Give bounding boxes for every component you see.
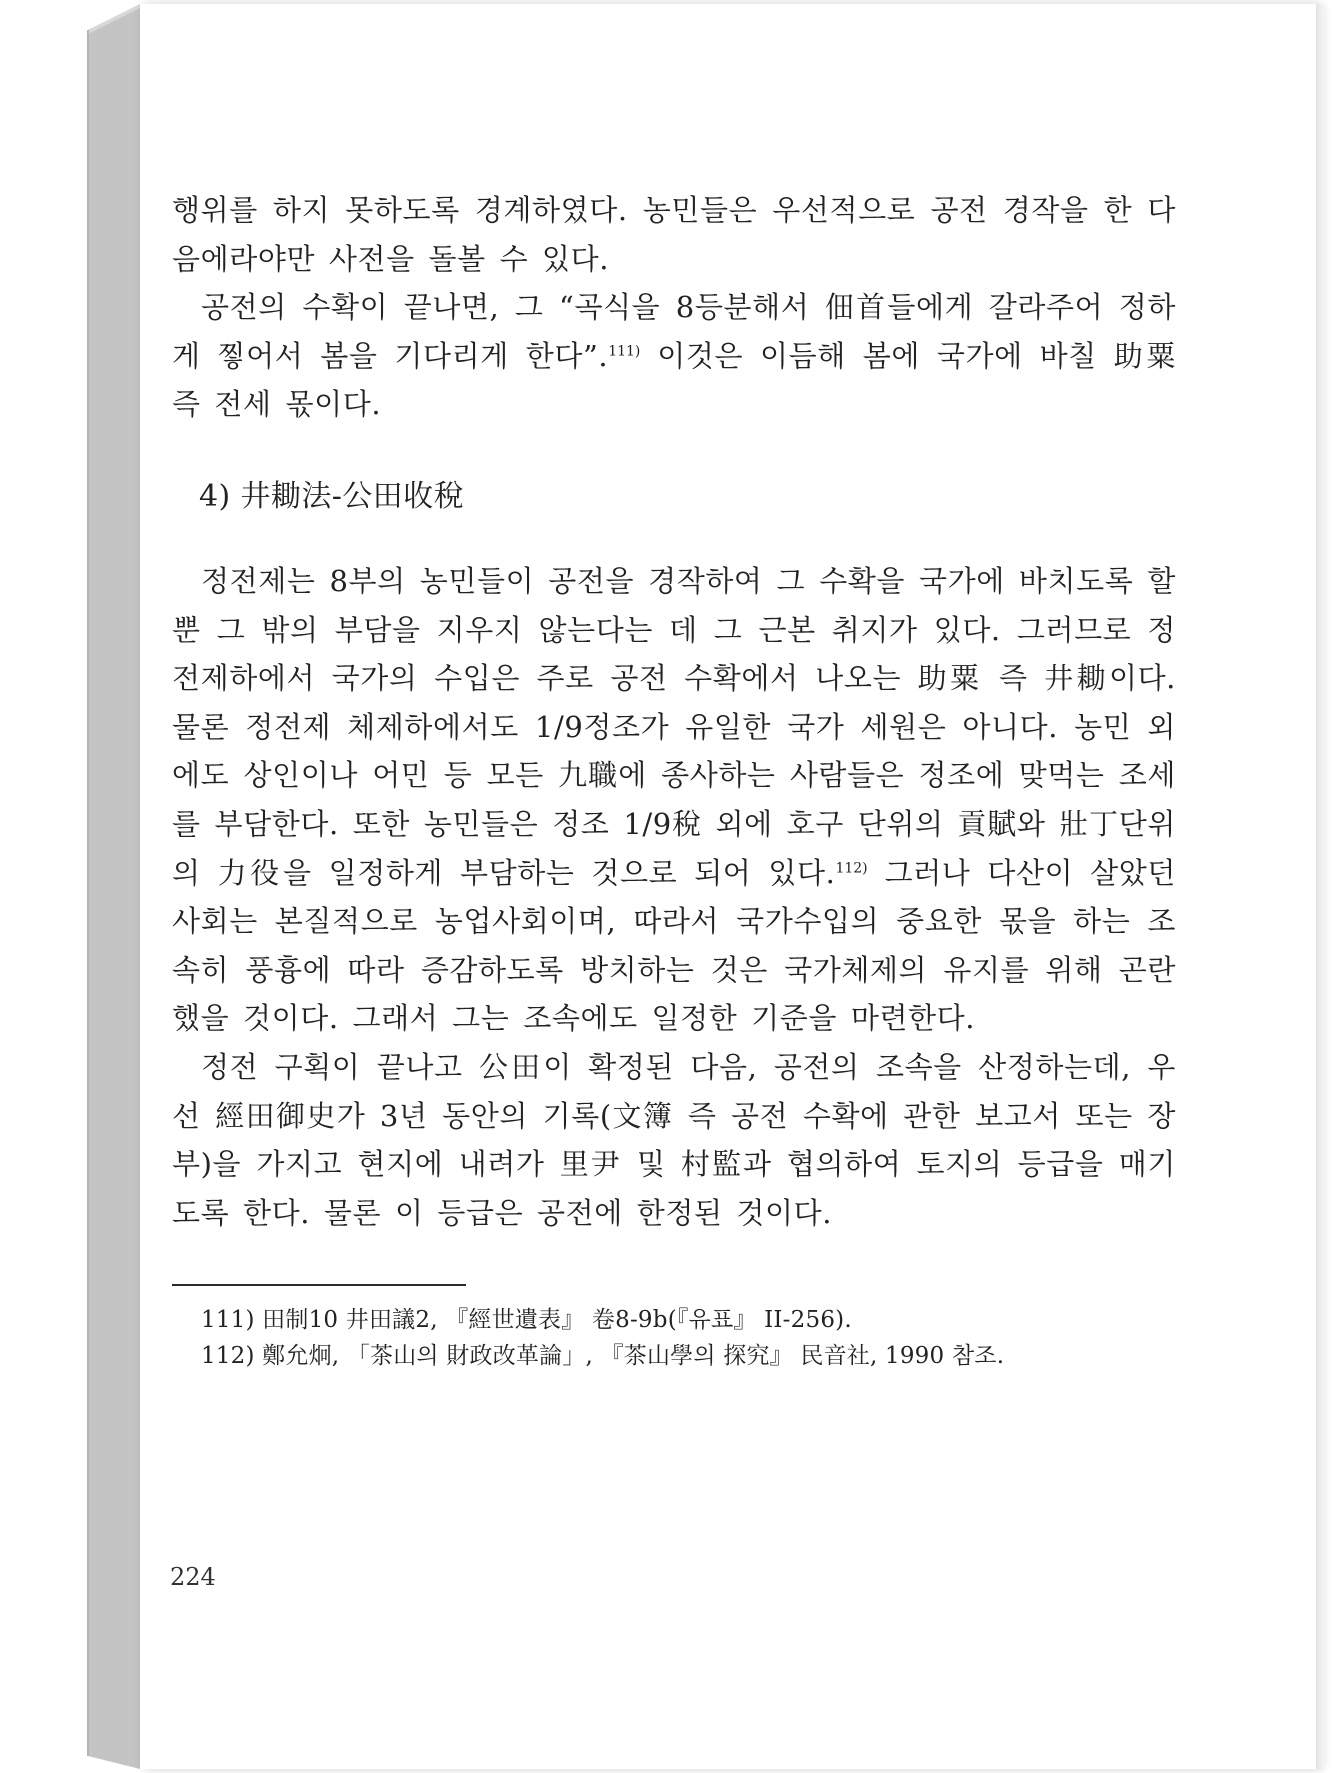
body-paragraph: 정전 구획이 끝나고 公田이 확정된 다음, 공전의 조속을 산정하는데, 우선 經田御史가 3년 동안의 기록(文簿 즉 공전 수확에 관한 보고서 또는 장부)을 가지고 현지에 내려가 里尹 및 村監과 협의하여 토지의 등급을 매기도록 한다. 물론 이 등급은 공전에 한정된 것이다. xyxy=(172,1049,1176,1230)
footnote: 112) 鄭允炯, 「茶山의 財政改革論」, 『茶山學의 探究』 民音社, 1990 참조. xyxy=(201,1343,1005,1370)
footnote-reference: 112) xyxy=(835,859,868,876)
page-edge xyxy=(1316,4,1324,1769)
body-paragraph: 행위를 하지 못하도록 경계하였다. 농민들은 우선적으로 공전 경작을 한 다음에라야만 사전을 돌볼 수 있다. xyxy=(172,193,1176,276)
page-number: 224 xyxy=(170,1563,216,1591)
section-heading: 4) 井耡法-公田收稅 xyxy=(199,478,464,514)
footnote-reference: 111) xyxy=(608,343,641,360)
footnote: 111) 田制10 井田議2, 『經世遺表』 卷8-9b(『유표』 II-256). xyxy=(201,1307,852,1334)
footnote-divider xyxy=(172,1284,466,1286)
body-paragraph: 공전의 수확이 끝나면, 그 “곡식을 8등분해서 佃首들에게 갈라주어 정하게 찧어서 봄을 기다리게 한다”.$^{111)}$ 이것은 이듬해 봄에 국가에 바칠 助粟 즉 전세 몫이다. xyxy=(172,290,1176,422)
page-content xyxy=(172,186,1176,1374)
body-paragraph: 정전제는 8부의 농민들이 공전을 경작하여 그 수확을 국가에 바치도록 할 뿐 그 밖의 부담을 지우지 않는다는 데 그 근본 취지가 있다. 그러므로 정전제하에서 국가의 수입은 주로 공전 수확에서 나오는 助粟 즉 井耡이다. 물론 정전제 체제하에서도 1/9정조가 유일한 국가 세원은 아니다. 농민 외에도 상인이나 어민 등 모든 九職에 종사하는 사람들은 정조에 맞먹는 조세를 부담한다. 또한 농민들은 정조 1/9稅 외에 호구 단위의 貢賦와 壯丁단위의 力役을 일정하게 부담하는 것으로 되어 있다.$^{112)}$ 그러나 다산이 살았던 사회는 본질적으로 농업사회이며, 따라서 국가수입의 중요한 몫을 하는 조속히 풍흉에 따라 증감하도록 방치하는 것은 국가체제의 유지를 위해 곤란했을 것이다. 그래서 그는 조속에도 일정한 기준을 마련한다. xyxy=(172,563,1177,1036)
